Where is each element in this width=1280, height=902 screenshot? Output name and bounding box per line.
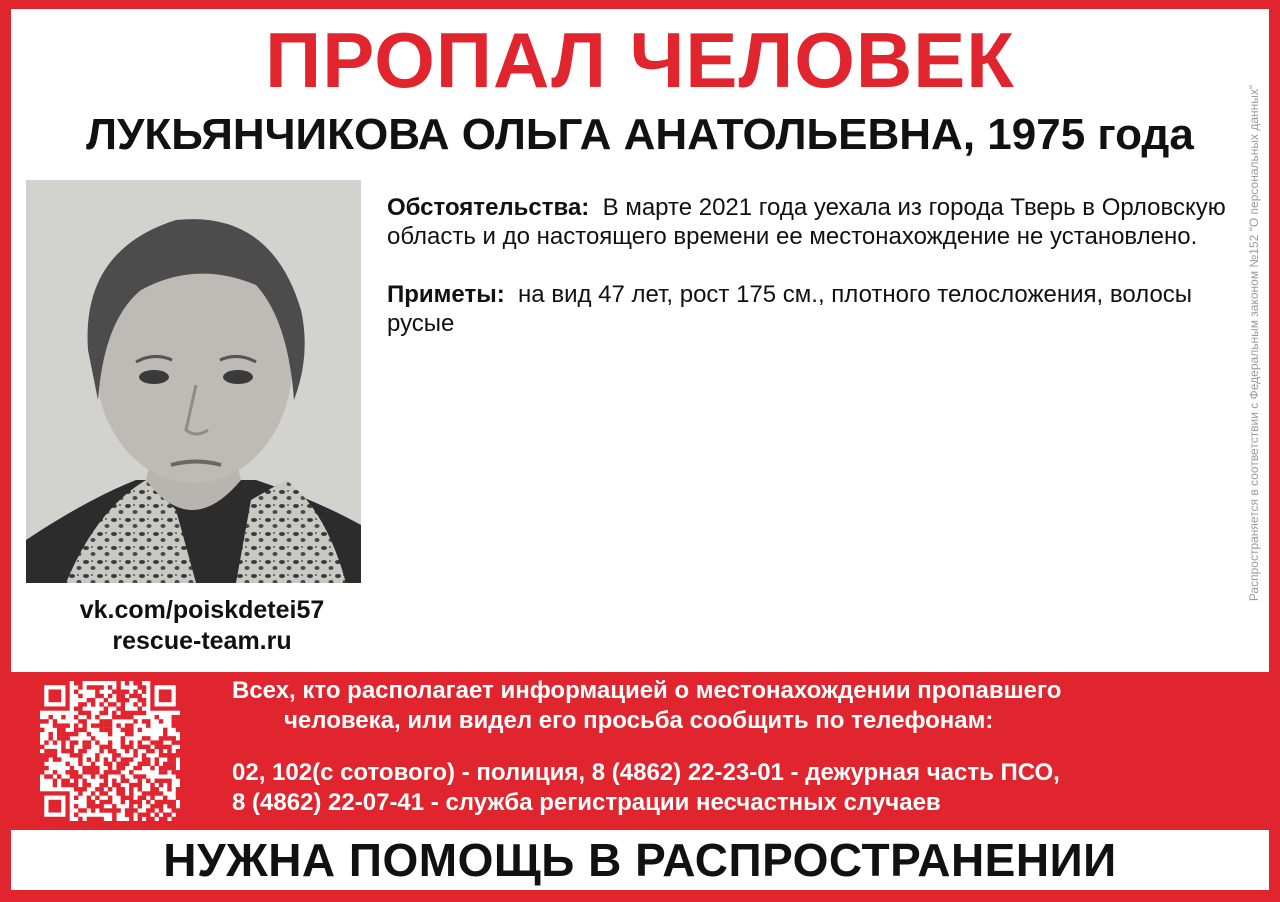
circumstances-label: Обстоятельства: (387, 194, 590, 221)
legal-note (1243, 13, 1265, 673)
features-label: Приметы: (387, 281, 505, 308)
phone-line-2: 8 (4862) 22-07-41 - служба регистрации несчастных случаев (232, 789, 941, 816)
circumstances-text: В марте 2021 года уехала из города Тверь в Орловскую область и до настоящего времени ее местонахождение не установлено. (387, 194, 1226, 250)
phone-list (232, 758, 1272, 818)
person-photo (26, 180, 361, 583)
features-paragraph (387, 280, 1257, 338)
phone-line-1: 02, 102(с сотового) - полиция, 8 (4862) 22-23-01 - дежурная часть ПСО, (232, 759, 1060, 786)
legal-note-text: Распространяется в соответствии с Федеральным законом №152 "О персональных данных" (1247, 84, 1261, 602)
footer-title: НУЖНА ПОМОЩЬ В РАСПРОСТРАНЕНИИ (163, 834, 1117, 886)
qr-code-icon (40, 681, 180, 821)
poster-headline: ПРОПАЛ ЧЕЛОВЕК (265, 16, 1015, 104)
portrait-image (26, 180, 361, 583)
circumstances-paragraph (387, 193, 1257, 251)
website-link[interactable]: rescue-team.ru (112, 627, 292, 655)
person-name: ЛУКЬЯНЧИКОВА ОЛЬГА АНАТОЛЬЕВНА, 1975 года (86, 110, 1194, 159)
appeal-block (232, 676, 1272, 818)
features-text: на вид 47 лет, рост 175 см., плотного телосложения, волосы русые (387, 281, 1193, 337)
qr-code[interactable] (40, 681, 180, 821)
main-panel (11, 9, 1269, 672)
vk-link[interactable]: vk.com/poiskdetei57 (79, 596, 325, 624)
footer-bar (11, 830, 1269, 890)
appeal-line-1: Всех, кто располагает информацией о местонахождении пропавшего (232, 677, 1062, 704)
appeal-line-2: человека, или видел его просьба сообщить по телефонам: (284, 707, 994, 734)
contact-links (26, 595, 378, 657)
case-details (387, 193, 1257, 367)
